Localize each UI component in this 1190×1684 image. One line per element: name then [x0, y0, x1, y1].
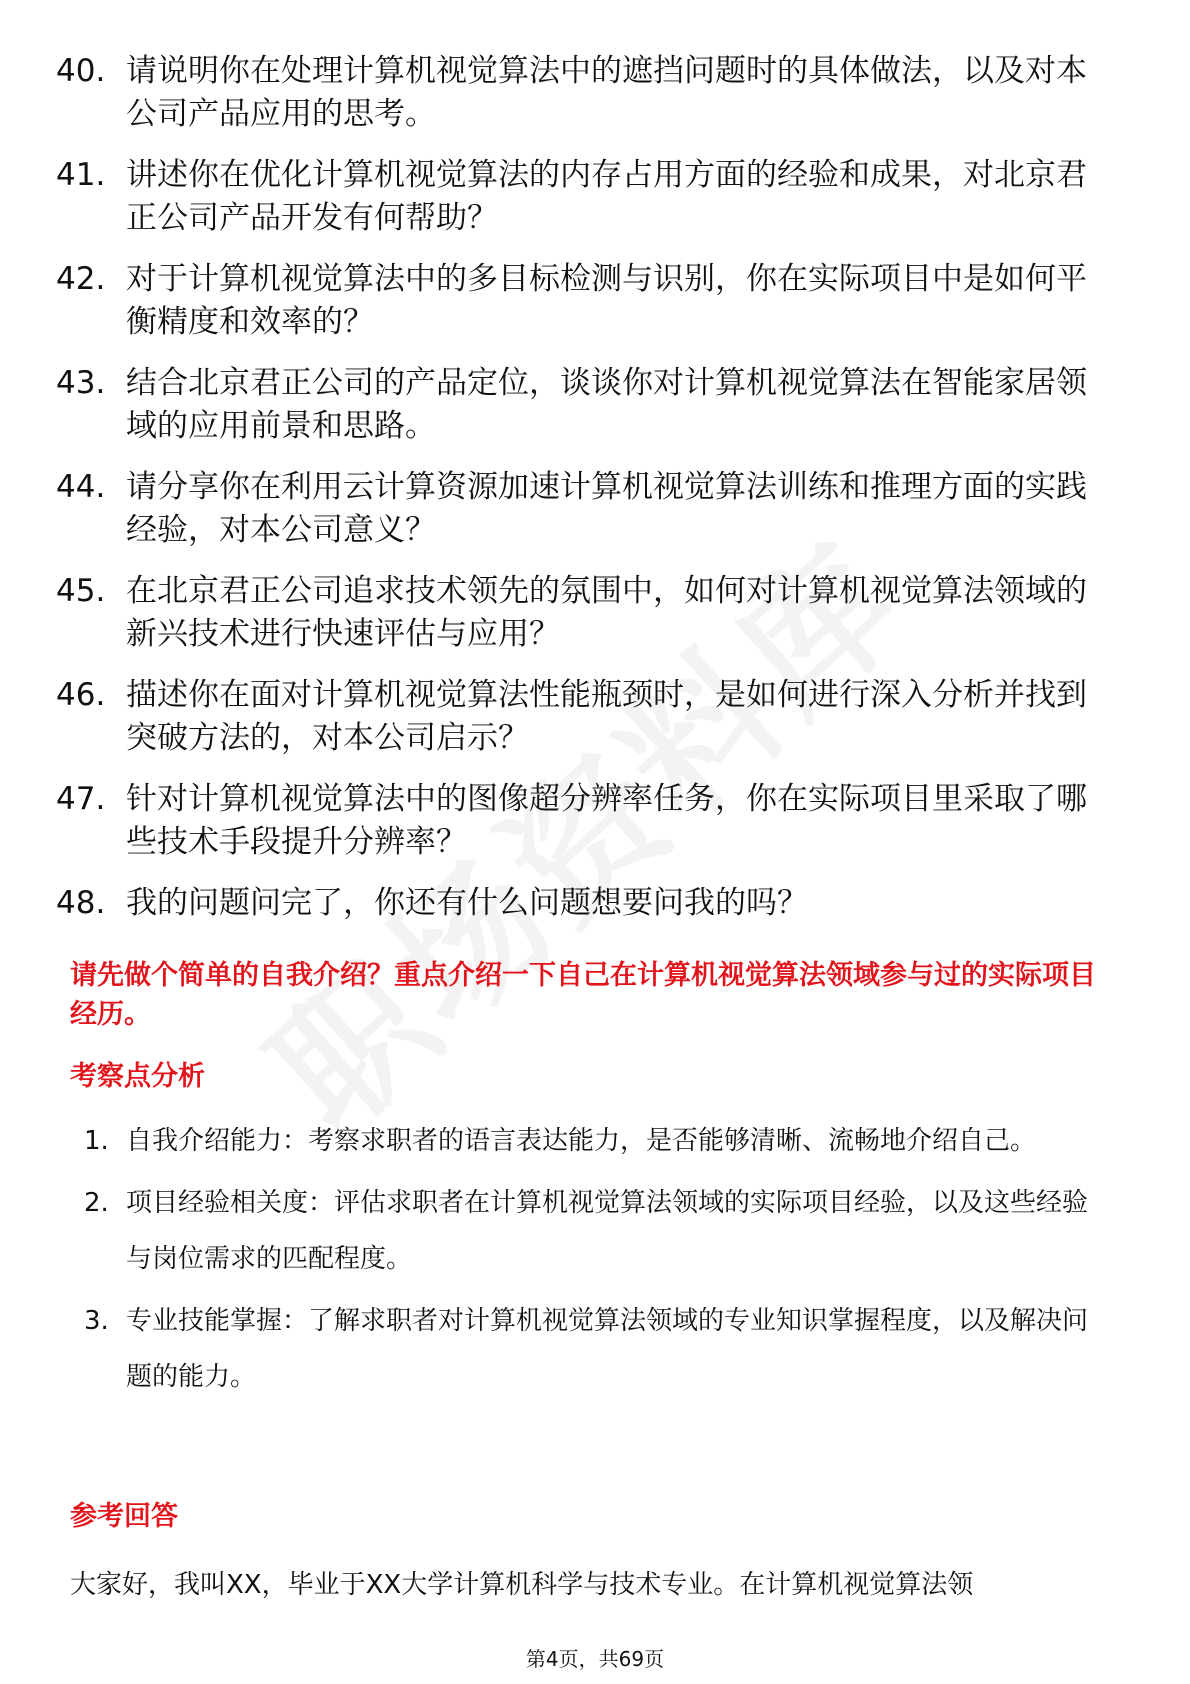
question-text: 请分享你在利用云计算资源加速计算机视觉算法训练和推理方面的实践经验，对本公司意义？ — [126, 469, 1087, 548]
analysis-title: 考察点分析 — [70, 1061, 205, 1092]
question-item — [56, 882, 1116, 925]
question-text: 在北京君正公司追求技术领先的氛围中，如何对计算机视觉算法领域的新兴技术进行快速评估与应用？ — [126, 573, 1087, 652]
analysis-item — [70, 1293, 1110, 1405]
question-item — [56, 466, 1116, 552]
question-item — [56, 154, 1116, 240]
analysis-item — [70, 1175, 1110, 1287]
question-text: 针对计算机视觉算法中的图像超分辨率任务，你在实际项目里采取了哪些技术手段提升分辨率？ — [126, 781, 1087, 860]
question-number: 46. — [56, 677, 106, 713]
question-number: 42. — [56, 261, 106, 297]
question-number: 44. — [56, 469, 106, 505]
analysis-text: 项目经验相关度：评估求职者在计算机视觉算法领域的实际项目经验，以及这些经验与岗位需求的匹配程度。 — [126, 1188, 1089, 1274]
analysis-number: 2. — [84, 1188, 109, 1218]
question-number: 41. — [56, 157, 106, 193]
question-item — [56, 674, 1116, 760]
question-number: 43. — [56, 365, 106, 401]
question-number: 45. — [56, 573, 106, 609]
question-text: 结合北京君正公司的产品定位，谈谈你对计算机视觉算法在智能家居领域的应用前景和思路。 — [126, 365, 1087, 444]
question-item — [56, 50, 1116, 136]
question-item — [56, 570, 1116, 656]
analysis-text: 自我介绍能力：考察求职者的语言表达能力，是否能够清晰、流畅地介绍自己。 — [126, 1126, 1037, 1156]
question-item — [56, 362, 1116, 448]
question-text: 描述你在面对计算机视觉算法性能瓶颈时，是如何进行深入分析并找到突破方法的，对本公司启示？ — [126, 677, 1087, 756]
featured-question: 请先做个简单的自我介绍？重点介绍一下自己在计算机视觉算法领域参与过的实际项目经历。 — [70, 960, 1096, 1030]
question-number: 40. — [56, 53, 106, 89]
analysis-item — [70, 1113, 1110, 1169]
question-text: 我的问题问完了，你还有什么问题想要问我的吗？ — [126, 885, 808, 921]
question-list — [56, 50, 1116, 943]
question-text: 讲述你在优化计算机视觉算法的内存占用方面的经验和成果，对北京君正公司产品开发有何帮助？ — [126, 157, 1087, 236]
question-text: 请说明你在处理计算机视觉算法中的遮挡问题时的具体做法，以及对本公司产品应用的思考。 — [126, 53, 1087, 132]
analysis-text: 专业技能掌握：了解求职者对计算机视觉算法领域的专业知识掌握程度，以及解决问题的能力。 — [126, 1306, 1089, 1392]
question-item — [56, 778, 1116, 864]
analysis-list — [70, 1113, 1110, 1411]
reference-answer: 大家好，我叫XX，毕业于XX大学计算机科学与技术专业。在计算机视觉算法领 — [70, 1570, 974, 1600]
reference-title: 参考回答 — [70, 1501, 178, 1532]
question-number: 47. — [56, 781, 106, 817]
question-item — [56, 258, 1116, 344]
page-footer: 第4页，共69页 — [525, 1647, 665, 1671]
question-number: 48. — [56, 885, 106, 921]
analysis-number: 1. — [84, 1126, 109, 1156]
analysis-number: 3. — [84, 1306, 109, 1336]
question-text: 对于计算机视觉算法中的多目标检测与识别，你在实际项目中是如何平衡精度和效率的？ — [126, 261, 1087, 340]
